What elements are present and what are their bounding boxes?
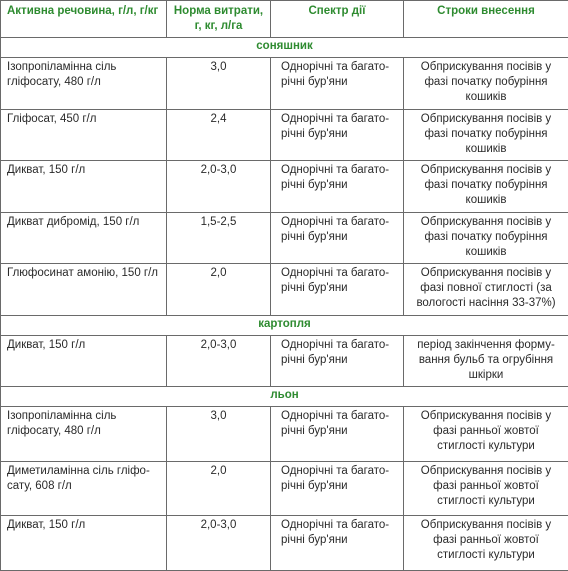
timing-cell: Обприскування посівів у фазі початку побуріння кошиків (404, 212, 568, 263)
section-row (1, 315, 568, 335)
rate-cell: 2,0 (167, 264, 271, 315)
active-substance-cell: Ізопропіламінна сіль гліфосату, 480 г/л (1, 407, 167, 462)
rate-cell: 2,0-3,0 (167, 335, 271, 386)
rate-cell: 3,0 (167, 407, 271, 462)
rate-cell: 2,0 (167, 461, 271, 516)
timing-cell: Обприскування посівів у фазі ранньої жовтої стиглості культури (404, 461, 568, 516)
timing-cell: Обприскування посівів у фазі ранньої жовтої стиглості культури (404, 516, 568, 571)
timing-cell: період закінчення форму-вання бульб та огрубіння шкірки (404, 335, 568, 386)
section-title-potato: картопля (1, 315, 568, 335)
section-title-sunflower: соняшник (1, 38, 568, 58)
table-row (1, 461, 568, 516)
section-title-flax: льон (1, 387, 568, 407)
header-active-substance: Активна речовина, г/л, г/кг (1, 1, 167, 38)
active-substance-cell: Дикват дибромід, 150 г/л (1, 212, 167, 263)
active-substance-cell: Дикват, 150 г/л (1, 161, 167, 212)
timing-cell: Обприскування посівів у фазі початку побуріння кошиків (404, 161, 568, 212)
section-row (1, 38, 568, 58)
table-row (1, 516, 568, 571)
timing-cell: Обприскування посівів у фазі повної стиглості (за вологості насіння 33-37%) (404, 264, 568, 315)
rate-cell: 3,0 (167, 58, 271, 109)
spectrum-cell: Однорічні та багато-річні бур'яни (271, 58, 404, 109)
spectrum-cell: Однорічні та багато-річні бур'яни (271, 109, 404, 160)
spectrum-cell: Однорічні та багато-річні бур'яни (271, 161, 404, 212)
active-substance-cell: Дикват, 150 г/л (1, 335, 167, 386)
header-row (1, 1, 568, 38)
spectrum-cell: Однорічні та багато-річні бур'яни (271, 335, 404, 386)
table-row (1, 161, 568, 212)
spectrum-cell: Однорічні та багато-річні бур'яни (271, 461, 404, 516)
active-substance-cell: Дикват, 150 г/л (1, 516, 167, 571)
header-spectrum: Спектр дії (271, 1, 404, 38)
header-timing: Строки внесення (404, 1, 568, 38)
spectrum-cell: Однорічні та багато-річні бур'яни (271, 516, 404, 571)
active-substance-cell: Гліфосат, 450 г/л (1, 109, 167, 160)
timing-cell: Обприскування посівів у фазі ранньої жовтої стиглості культури (404, 407, 568, 462)
active-substance-cell: Глюфосинат амонію, 150 г/л (1, 264, 167, 315)
table-row (1, 335, 568, 386)
table-row (1, 264, 568, 315)
active-substance-cell: Диметиламінна сіль гліфо-сату, 608 г/л (1, 461, 167, 516)
timing-cell: Обприскування посівів у фазі початку побуріння кошиків (404, 109, 568, 160)
spectrum-cell: Однорічні та багато-річні бур'яни (271, 264, 404, 315)
timing-cell: Обприскування посівів у фазі початку побуріння кошиків (404, 58, 568, 109)
table-row (1, 58, 568, 109)
table-row (1, 109, 568, 160)
rate-cell: 2,0-3,0 (167, 161, 271, 212)
rate-cell: 2,0-3,0 (167, 516, 271, 571)
spectrum-cell: Однорічні та багато-річні бур'яни (271, 407, 404, 462)
rate-cell: 2,4 (167, 109, 271, 160)
table-row (1, 407, 568, 462)
rate-cell: 1,5-2,5 (167, 212, 271, 263)
spectrum-cell: Однорічні та багато-річні бур'яни (271, 212, 404, 263)
header-application-rate: Норма витрати, г, кг, л/га (167, 1, 271, 38)
active-substance-cell: Ізопропіламінна сіль гліфосату, 480 г/л (1, 58, 167, 109)
section-row (1, 387, 568, 407)
table-row (1, 212, 568, 263)
